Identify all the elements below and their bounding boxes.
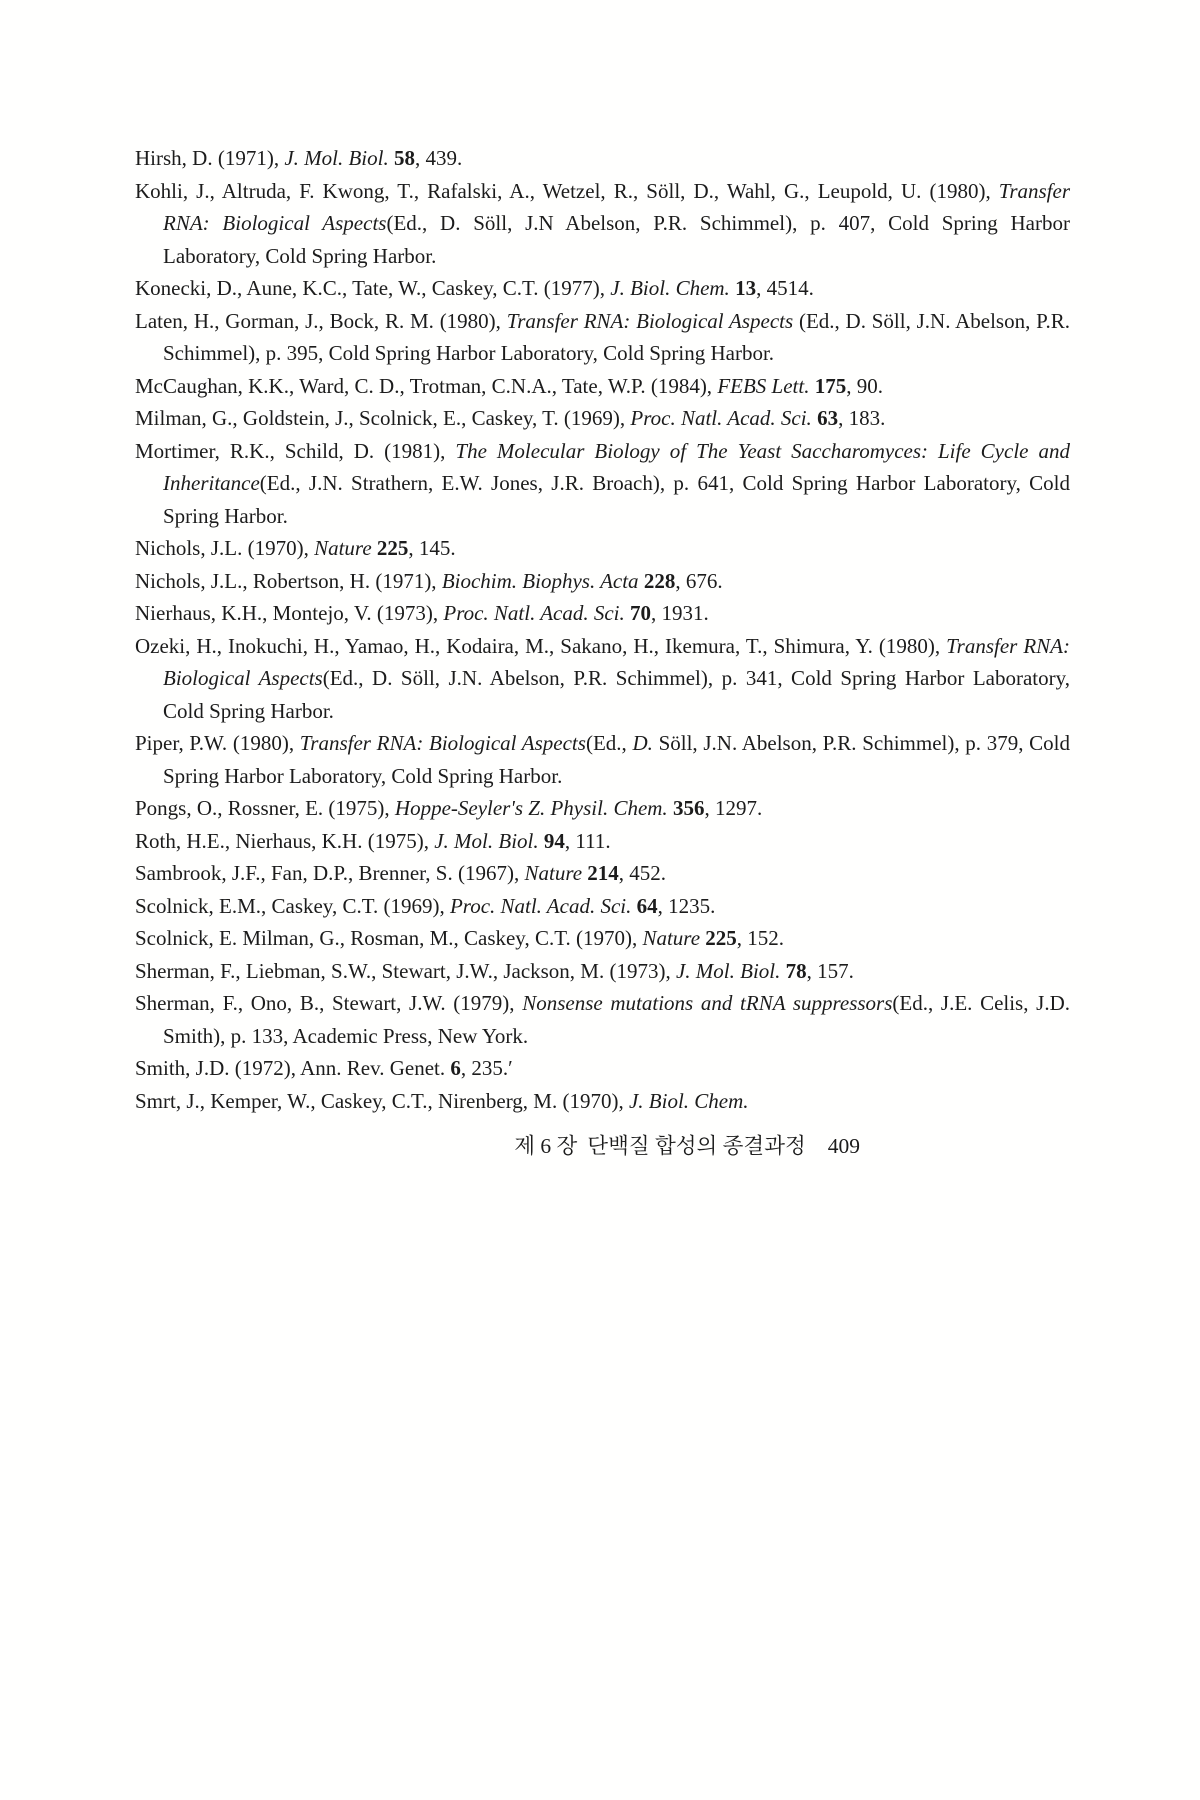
reference-text-segment: Biochim. Biophys. Acta [441, 568, 644, 593]
reference-item [135, 305, 1070, 370]
reference-text-segment: Scolnick, E.M., Caskey, C.T. (1969), [135, 893, 450, 918]
reference-item [135, 597, 1070, 630]
reference-text-segment: Pongs, O., Rossner, E. (1975), [135, 796, 395, 820]
reference-item [135, 1085, 1070, 1118]
reference-text-segment: , 111. [564, 828, 611, 853]
reference-text-segment: Sherman, F., Ono, B., Stewart, J.W. (1979), [135, 991, 523, 1015]
reference-text-segment: 228 [643, 568, 676, 593]
reference-text-segment: Smith, J.D. (1972), Ann. Rev. Genet. [135, 1056, 451, 1080]
reference-text-segment: Transfer RNA: Biological Aspects [299, 731, 586, 755]
reference-text-segment: , 235.′ [460, 1056, 513, 1080]
reference-text-segment: 13 [735, 276, 757, 300]
reference-text-segment: 64 [636, 893, 658, 918]
reference-item [135, 890, 1070, 923]
reference-text-segment: D. [632, 731, 653, 755]
reference-item [135, 402, 1070, 435]
reference-text-segment: (Ed., [585, 731, 633, 755]
references-list [135, 142, 1070, 1117]
reference-item [135, 857, 1070, 890]
reference-item [135, 630, 1070, 728]
reference-text-segment: (Ed., D. Söll, J.N. Abelson, P.R. Schimmel), p. 341, Cold Spring Harbor Laboratory, Cold Spring Harbor. [163, 666, 1070, 723]
reference-text-segment: 214 [587, 861, 619, 885]
reference-text-segment: , 1297. [704, 796, 763, 820]
reference-text-segment: , 452. [618, 861, 667, 885]
reference-text-segment: 63 [817, 406, 839, 430]
reference-text-segment: Transfer RNA: Biological Aspects [506, 308, 794, 333]
reference-text-segment: Hirsh, D. (1971), [135, 146, 285, 170]
reference-text-segment: , 1931. [651, 601, 709, 625]
reference-item [135, 792, 1070, 825]
reference-text-segment: , 4514. [756, 276, 814, 300]
reference-text-segment: (Ed., D. Söll, J.N. Abelson, P.R. Schimmel), p. 395, Cold Spring Harbor Laboratory, Cold Spring Harbor. [163, 308, 1070, 365]
reference-text-segment: Nierhaus, K.H., Montejo, V. (1973), [135, 601, 444, 625]
reference-text-segment: (Ed., J.N. Strathern, E.W. Jones, J.R. Broach), p. 641, Cold Spring Harbor Laboratory, Cold Spring Harbor. [163, 471, 1070, 528]
reference-text-segment: Proc. Natl. Acad. Sci. [449, 893, 637, 918]
reference-item [135, 565, 1070, 598]
reference-text-segment: Hoppe-Seyler's Z. Physil. Chem. [394, 796, 673, 820]
reference-text-segment: Laten, H., Gorman, J., Bock, R. M. (1980), [135, 308, 507, 333]
footer-chapter-title: 단백질 합성의 종결과정 [587, 1134, 806, 1158]
reference-item [135, 142, 1070, 175]
reference-text-segment: Konecki, D., Aune, K.C., Tate, W., Caskey, C.T. (1977), [135, 276, 611, 300]
reference-text-segment: 225 [376, 536, 409, 560]
reference-text-segment: FEBS Lett. [717, 373, 815, 398]
reference-text-segment: Smrt, J., Kemper, W., Caskey, C.T., Nirenberg, M. (1970), [135, 1088, 629, 1113]
reference-text-segment: , 145. [408, 536, 456, 560]
reference-text-segment: (Ed., J.E. Celis, J.D. Smith), p. 133, Academic Press, New York. [163, 991, 1070, 1048]
reference-text-segment: 175 [814, 373, 847, 398]
reference-text-segment: Roth, H.E., Nierhaus, K.H. (1975), [135, 828, 435, 853]
reference-text-segment: Ozeki, H., Inokuchi, H., Yamao, H., Kodaira, M., Sakano, H., Ikemura, T., Shimura, Y. (1980), [135, 633, 947, 658]
reference-item [135, 987, 1070, 1052]
reference-text-segment: J. Mol. Biol. [284, 146, 394, 170]
reference-text-segment: Söll, J.N. Abelson, P.R. Schimmel), p. 379, Cold Spring Harbor Laboratory, Cold Spring Harbor. [163, 731, 1071, 788]
reference-text-segment: Milman, G., Goldstein, J., Scolnick, E., Caskey, T. (1969), [135, 406, 631, 430]
reference-text-segment: , 183. [838, 406, 886, 430]
reference-item [135, 727, 1070, 792]
reference-item [135, 175, 1070, 273]
reference-item [135, 435, 1070, 533]
reference-text-segment: Kohli, J., Altruda, F. Kwong, T., Rafalski, A., Wetzel, R., Söll, D., Wahl, G., Leupold, U. (1980), [135, 178, 999, 203]
reference-text-segment: 70 [630, 601, 652, 625]
reference-text-segment: 225 [705, 926, 737, 950]
reference-text-segment: Nonsense mutations and tRNA suppressors [522, 991, 893, 1015]
reference-text-segment: Sherman, F., Liebman, S.W., Stewart, J.W., Jackson, M. (1973), [135, 958, 676, 983]
reference-text-segment: 356 [672, 796, 705, 820]
reference-text-segment: 94 [543, 828, 565, 853]
reference-text-segment: Piper, P.W. (1980), [135, 731, 300, 755]
reference-text-segment: , 152. [736, 926, 785, 950]
reference-item [135, 532, 1070, 565]
reference-text-segment: 58 [393, 146, 415, 170]
reference-text-segment: 6 [450, 1056, 461, 1080]
footer-page-number: 409 [827, 1134, 860, 1158]
reference-item [135, 1052, 1070, 1085]
reference-text-segment: , 676. [675, 568, 723, 593]
reference-item [135, 370, 1070, 403]
reference-text-segment: Mortimer, R.K., Schild, D. (1981), [135, 438, 456, 463]
reference-item [135, 955, 1070, 988]
reference-text-segment: (Ed., D. Söll, J.N Abelson, P.R. Schimmel), p. 407, Cold Spring Harbor Laboratory, Cold Spring Harbor. [163, 211, 1070, 268]
reference-text-segment: Nichols, J.L., Robertson, H. (1971), [135, 568, 442, 593]
page-footer [135, 1131, 1070, 1161]
reference-text-segment: The Molecular Biology of The Yeast Saccharomyces: Life Cycle and Inheritance [163, 438, 1070, 495]
reference-text-segment: Nature [524, 861, 588, 885]
reference-text-segment: J. Biol. Chem. [628, 1088, 749, 1113]
reference-item [135, 825, 1070, 858]
reference-text-segment: Proc. Natl. Acad. Sci. [443, 601, 631, 625]
reference-text-segment: Transfer RNA: Biological Aspects [163, 633, 1070, 690]
reference-text-segment: McCaughan, K.K., Ward, C. D., Trotman, C.N.A., Tate, W.P. (1984), [135, 373, 718, 398]
reference-item [135, 922, 1070, 955]
footer-chapter-label: 제 6 장 [514, 1134, 578, 1158]
reference-text-segment: Nature [642, 926, 706, 950]
reference-text-segment: Transfer RNA: Biological Aspects [163, 178, 1070, 235]
reference-text-segment: Sambrook, J.F., Fan, D.P., Brenner, S. (1967), [135, 861, 525, 885]
reference-text-segment: J. Biol. Chem. [610, 276, 736, 300]
reference-item [135, 272, 1070, 305]
reference-text-segment: 78 [785, 958, 807, 983]
reference-text-segment: Nichols, J.L. (1970), [135, 536, 315, 560]
reference-text-segment: , 439. [414, 146, 463, 170]
reference-text-segment: J. Mol. Biol. [434, 828, 544, 853]
reference-text-segment: J. Mol. Biol. [675, 958, 786, 983]
reference-text-segment: , 90. [846, 373, 883, 398]
reference-text-segment: Scolnick, E. Milman, G., Rosman, M., Caskey, C.T. (1970), [135, 926, 643, 950]
reference-text-segment: Nature [314, 536, 377, 560]
reference-text-segment: , 1235. [657, 893, 716, 918]
reference-text-segment: , 157. [806, 958, 854, 983]
reference-text-segment: Proc. Natl. Acad. Sci. [630, 406, 818, 430]
